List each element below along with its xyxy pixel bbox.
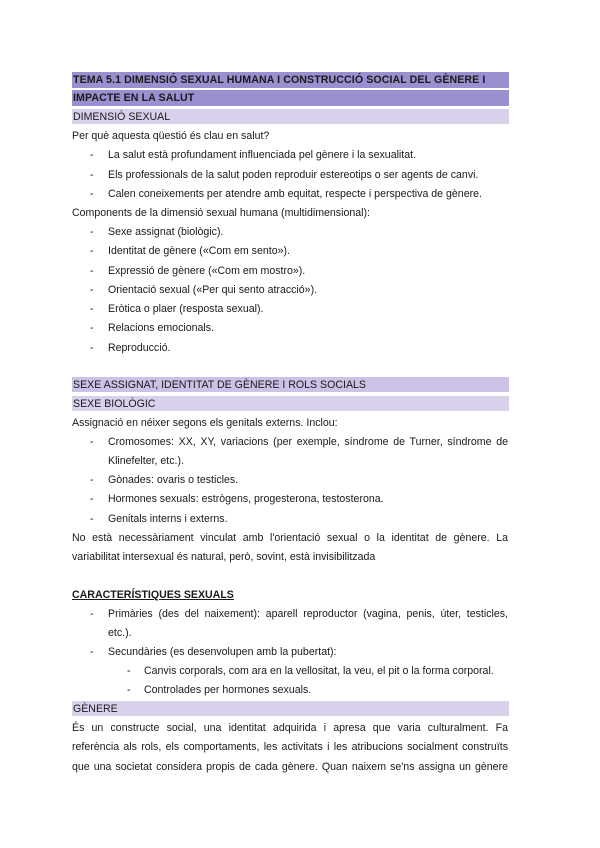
bullet-dash: - xyxy=(90,149,94,161)
bullet-dash: - xyxy=(90,169,94,181)
component-item: Identitat de gènere («Com em sento»). xyxy=(108,245,290,257)
sub-bullet-dash: - xyxy=(127,665,131,677)
section-heading-genere: GÈNERE xyxy=(73,703,118,715)
bullet-dash: - xyxy=(90,493,94,505)
sub-bullet-dash: - xyxy=(127,684,131,696)
document-title-line-1: TEMA 5.1 DIMENSIÓ SEXUAL HUMANA I CONSTRUCCIÓ SOCIAL DEL GÈNERE I xyxy=(73,74,486,86)
component-item: Eròtica o plaer (resposta sexual). xyxy=(108,303,264,315)
bullet-dash: - xyxy=(90,322,94,334)
bullet-item: Els professionals de la salut poden reproduir estereotips o ser agents de canvi. xyxy=(108,169,479,181)
section-heading-sexe-assignat: SEXE ASSIGNAT, IDENTITAT DE GÈNERE I ROLS SOCIALS xyxy=(73,379,366,391)
bullet-item-secundaries: Secundàries (es desenvolupen amb la pubertat): xyxy=(108,646,337,658)
bullet-item-primaries-cont: etc.). xyxy=(108,627,132,639)
component-item: Reproducció. xyxy=(108,342,171,354)
bullet-dash: - xyxy=(90,513,94,525)
genere-paragraph-line: referència als rols, els comportaments, les activitats i les atribucions socialment construïts xyxy=(72,741,508,753)
sexe-biologic-intro: Assignació en néixer segons els genitals externs. Inclou: xyxy=(72,417,338,429)
bullet-dash: - xyxy=(90,265,94,277)
bullet-dash: - xyxy=(90,226,94,238)
document-title-line-2: IMPACTE EN LA SALUT xyxy=(73,92,195,104)
bullet-item: Hormones sexuals: estrògens, progesterona, testosterona. xyxy=(108,493,384,505)
genere-paragraph-line: És un constructe social, una identitat adquirida i apresa que varia culturalment. Fa xyxy=(72,722,508,734)
bullet-item: Genitals interns i externs. xyxy=(108,513,228,525)
bullet-dash: - xyxy=(90,303,94,315)
note-line-1: No està necessàriament vinculat amb l'orientació sexual o la identitat de gènere. La xyxy=(72,532,508,544)
component-item: Orientació sexual («Per qui sento atracció»). xyxy=(108,284,318,296)
bullet-dash: - xyxy=(90,188,94,200)
note-line-2: variabilitat intersexual és natural, però, sovint, està invisibilitzada xyxy=(72,551,376,563)
section-heading-band xyxy=(72,701,509,716)
bullet-item-primaries: Primàries (des del naixement): aparell reproductor (vagina, penis, úter, testicles, xyxy=(108,608,508,620)
heading-caracteristiques-sexuals: CARACTERÍSTIQUES SEXUALS xyxy=(72,589,234,601)
bullet-item: Calen coneixements per atendre amb equitat, respecte i perspectiva de gènere. xyxy=(108,188,482,200)
sub-bullet-item: Controlades per hormones sexuals. xyxy=(144,684,312,696)
bullet-dash: - xyxy=(90,245,94,257)
bullet-dash: - xyxy=(90,608,94,620)
bullet-item: La salut està profundament influenciada pel gènere i la sexualitat. xyxy=(108,149,417,161)
bullet-item: Gònades: ovaris o testicles. xyxy=(108,474,239,486)
bullet-item-cromosomes: Cromosomes: XX, XY, variacions (per exemple, síndrome de Turner, síndrome de xyxy=(108,436,508,448)
bullet-dash: - xyxy=(90,646,94,658)
component-item: Relacions emocionals. xyxy=(108,322,214,334)
bullet-dash: - xyxy=(90,474,94,486)
bullet-dash: - xyxy=(90,342,94,354)
bullet-item-cromosomes-cont: Klinefelter, etc.). xyxy=(108,455,184,467)
component-item: Sexe assignat (biològic). xyxy=(108,226,224,238)
sub-bullet-item: Canvis corporals, com ara en la vellositat, la veu, el pit o la forma corporal. xyxy=(144,665,494,677)
question-text: Per què aquesta qüestió és clau en salut? xyxy=(72,130,270,142)
bullet-dash: - xyxy=(90,436,94,448)
subheading-sexe-biologic: SEXE BIOLÒGIC xyxy=(73,398,156,410)
component-item: Expressió de gènere («Com em mostro»). xyxy=(108,265,306,277)
bullet-dash: - xyxy=(90,284,94,296)
components-intro: Components de la dimensió sexual humana (multidimensional): xyxy=(72,207,370,219)
section-heading-dimensio-sexual: DIMENSIÓ SEXUAL xyxy=(73,111,171,123)
genere-paragraph-line: que una societat considera propis de cada gènere. Quan naixem se'ns assigna un gènere xyxy=(72,761,508,773)
